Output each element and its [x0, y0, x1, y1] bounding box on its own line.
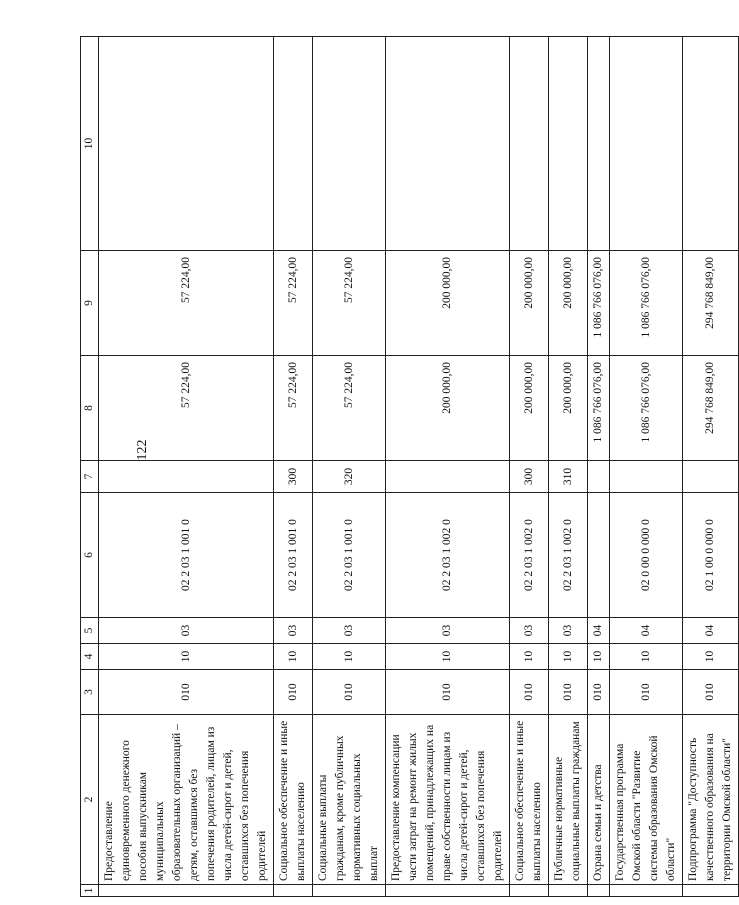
row-name: Социальное обеспечение и иные выплаты населению	[510, 715, 549, 885]
table-row	[683, 37, 739, 897]
row-name: Публичные нормативные социальные выплаты гражданам	[549, 715, 588, 885]
row-subsection: 03	[313, 618, 386, 644]
row-section: 10	[549, 644, 588, 670]
row-amount-8: 1 086 766 076,00	[588, 356, 610, 461]
table-row	[610, 37, 683, 897]
row-name: Социальное обеспечение и иные выплаты населению	[274, 715, 313, 885]
col-header-4: 4	[81, 644, 99, 670]
table-row	[99, 37, 274, 897]
row-amount-10	[510, 37, 549, 251]
row-name: Предоставление единовременного денежного пособия выпускникам муниципальных образовательных организаций – детям, оставшимся без попечения родителей, лицам из числа детей-сирот и детей, оставшихся без попечения родителей	[99, 715, 274, 885]
row-name: Социальные выплаты гражданам, кроме публичных нормативных социальных выплат	[313, 715, 386, 885]
row-amount-10	[274, 37, 313, 251]
row-amount-9: 200 000,00	[386, 251, 510, 356]
row-name: Подпрограмма "Доступность качественного образования на территории Омской области"	[683, 715, 739, 885]
table-row	[313, 37, 386, 897]
row-type	[683, 461, 739, 493]
row-amount-8: 200 000,00	[510, 356, 549, 461]
row-amount-10	[99, 37, 274, 251]
table-row	[588, 37, 610, 897]
col-header-6: 6	[81, 493, 99, 618]
row-section: 10	[313, 644, 386, 670]
row-code: 010	[274, 670, 313, 715]
row-code: 010	[588, 670, 610, 715]
row-amount-10	[313, 37, 386, 251]
row-amount-8: 200 000,00	[386, 356, 510, 461]
col-header-10: 10	[81, 37, 99, 251]
row-subsection: 03	[274, 618, 313, 644]
col-header-5: 5	[81, 618, 99, 644]
row-target: 02 2 03 1 002 0	[386, 493, 510, 618]
row-section: 10	[588, 644, 610, 670]
row-amount-8: 57 224,00	[313, 356, 386, 461]
row-amount-10	[588, 37, 610, 251]
row-target: 02 2 03 1 002 0	[549, 493, 588, 618]
row-amount-9: 57 224,00	[313, 251, 386, 356]
row-code: 010	[386, 670, 510, 715]
row-subsection: 03	[510, 618, 549, 644]
row-section: 10	[510, 644, 549, 670]
row-code: 010	[549, 670, 588, 715]
row-subsection: 03	[386, 618, 510, 644]
row-subsection: 04	[588, 618, 610, 644]
page-number: 122	[135, 439, 150, 461]
row-amount-9: 200 000,00	[549, 251, 588, 356]
row-name: Государственная программа Омской области "Развитие системы образования Омской области"	[610, 715, 683, 885]
row-amount-9: 57 224,00	[274, 251, 313, 356]
row-section: 10	[683, 644, 739, 670]
row-amount-10	[549, 37, 588, 251]
row-type	[99, 461, 274, 493]
col-header-3: 3	[81, 670, 99, 715]
row-target: 02 1 00 0 000 0	[683, 493, 739, 618]
row-section: 10	[610, 644, 683, 670]
col-header-7: 7	[81, 461, 99, 493]
row-type	[588, 461, 610, 493]
row-type: 320	[313, 461, 386, 493]
table-row	[386, 37, 510, 897]
row-amount-8: 57 224,00	[99, 356, 274, 461]
row-section: 10	[274, 644, 313, 670]
row-type: 300	[274, 461, 313, 493]
row-code: 010	[683, 670, 739, 715]
header-row	[81, 37, 99, 897]
row-target: 02 2 03 1 001 0	[99, 493, 274, 618]
row-target: 02 2 03 1 001 0	[313, 493, 386, 618]
row-amount-9: 200 000,00	[510, 251, 549, 356]
col-header-8: 8	[81, 356, 99, 461]
row-code: 010	[510, 670, 549, 715]
row-subsection: 04	[610, 618, 683, 644]
row-code: 010	[99, 670, 274, 715]
row-target	[588, 493, 610, 618]
rotated-table-container	[80, 37, 733, 897]
row-code: 010	[313, 670, 386, 715]
row-target: 02 0 00 0 000 0	[610, 493, 683, 618]
row-section: 10	[99, 644, 274, 670]
row-amount-8: 200 000,00	[549, 356, 588, 461]
row-subsection: 04	[683, 618, 739, 644]
budget-table	[80, 36, 739, 897]
row-name: Охрана семьи и детства	[588, 715, 610, 885]
table-row	[274, 37, 313, 897]
table-row	[549, 37, 588, 897]
row-name: Предоставление компенсации части затрат на ремонт жилых помещений, принадлежащих на праве собственности лицам из числа детей-сирот и детей, оставшихся без попечения родителей	[386, 715, 510, 885]
row-amount-8: 57 224,00	[274, 356, 313, 461]
row-target: 02 2 03 1 002 0	[510, 493, 549, 618]
row-amount-9: 1 086 766 076,00	[610, 251, 683, 356]
row-subsection: 03	[549, 618, 588, 644]
row-subsection: 03	[99, 618, 274, 644]
row-type	[610, 461, 683, 493]
row-amount-9: 1 086 766 076,00	[588, 251, 610, 356]
row-amount-8: 294 768 849,00	[683, 356, 739, 461]
row-amount-9: 294 768 849,00	[683, 251, 739, 356]
row-amount-10	[683, 37, 739, 251]
row-type	[386, 461, 510, 493]
row-code: 010	[610, 670, 683, 715]
row-amount-8: 1 086 766 076,00	[610, 356, 683, 461]
col-header-2: 2	[81, 715, 99, 885]
col-header-1: 1	[81, 885, 99, 897]
row-amount-10	[610, 37, 683, 251]
row-amount-9: 57 224,00	[99, 251, 274, 356]
row-target: 02 2 03 1 001 0	[274, 493, 313, 618]
table-row	[510, 37, 549, 897]
row-type: 300	[510, 461, 549, 493]
row-section: 10	[386, 644, 510, 670]
col-header-9: 9	[81, 251, 99, 356]
row-type: 310	[549, 461, 588, 493]
row-amount-10	[386, 37, 510, 251]
